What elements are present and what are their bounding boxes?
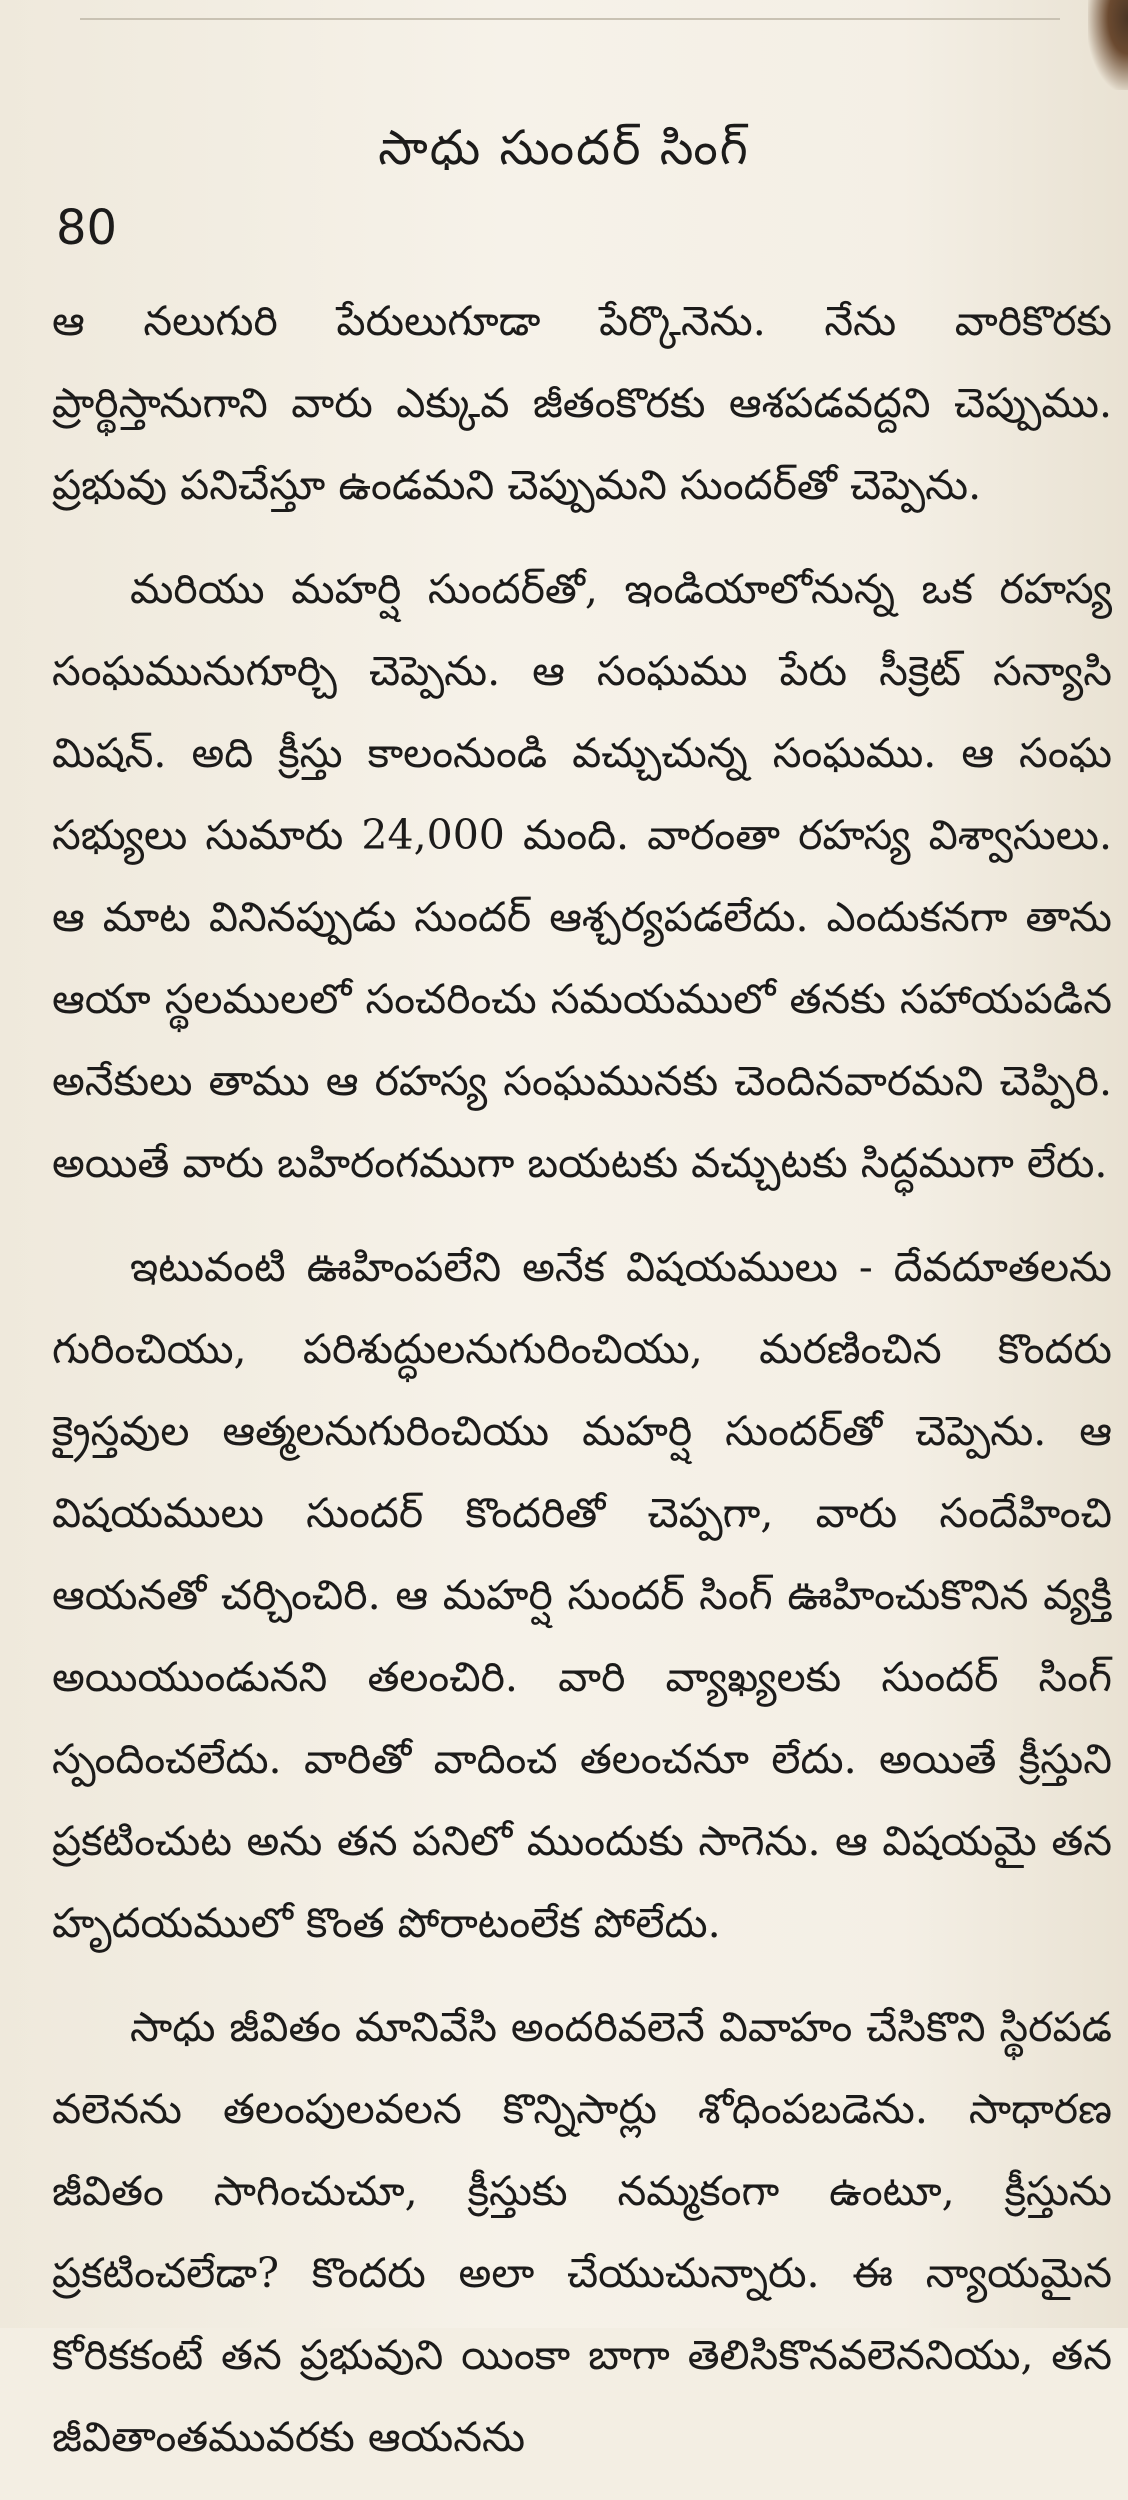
paragraph-3: ఇటువంటి ఊహింపలేని అనేక విషయములు - దేవదూతలను గురించియు, పరిశుద్ధులనుగురించియు, మరణించిన కొందరు క్రైస్తవుల ఆత్మలనుగురించియు మహర్షి సుందర్‌తో చెప్పెను. ఆ విషయములు సుందర్ కొందరితో చెప్పగా, వారు సందేహించి ఆయనతో చర్చించిరి. ఆ మహర్షి సుందర్ సింగ్ ఊహించుకొనిన వ్యక్తి అయియుండునని తలంచిరి. వారి వ్యాఖ్యలకు సుందర్ సింగ్ స్పందించలేదు. వారితో వాదించ తలంచనూ లేదు. అయితే క్రీస్తుని ప్రకటించుట అను తన పనిలో ముందుకు సాగెను. ఆ విషయమై తన హృదయములో కొంత పోరాటంలేక పోలేదు. xyxy=(52,1243,1112,1947)
page-corner-shadow xyxy=(1088,0,1128,90)
paragraph-2: మరియు మహర్షి సుందర్‌తో, ఇండియాలోనున్న ఒక రహస్య సంఘమునుగూర్చి చెప్పెను. ఆ సంఘము పేరు సీక్రెట్ సన్యాసి మిషన్. అది క్రీస్తు కాలంనుండి వచ్చుచున్న సంఘము. ఆ సంఘ సభ్యులు సుమారు 24,000 మంది. వారంతా రహస్య విశ్వాసులు. ఆ మాట వినినప్పుడు సుందర్ ఆశ్చర్యపడలేదు. ఎందుకనగా తాను ఆయా స్థలములలో సంచరించు సమయములో తనకు సహాయపడిన అనేకులు తాము ఆ రహస్య సంఘమునకు చెందినవారమని చెప్పిరి. అయితే వారు బహిరంగముగా బయటకు వచ్చుటకు సిద్ధముగా లేరు. xyxy=(52,565,1112,1187)
top-rule-divider xyxy=(80,18,1060,20)
page-number: 80 xyxy=(56,200,118,256)
running-head-title: సాధు సుందర్ సింగ్ xyxy=(378,120,750,176)
paragraph-1: ఆ నలుగురి పేరులుగూడా పేర్కొనెను. నేను వారికొరకు ప్రార్థిస్తానుగాని వారు ఎక్కువ జీతంకొరకు ఆశపడవద్దని చెప్పుము. ప్రభువు పనిచేస్తూ ఉండమని చెప్పుమని సుందర్‌తో చెప్పెను. xyxy=(52,297,1112,509)
body-text xyxy=(52,280,1112,2500)
paragraph-4: సాధు జీవితం మానివేసి అందరివలెనే వివాహం చేసికొని స్థిరపడ వలెనను తలంపులవలన కొన్నిసార్లు శోధింపబడెను. సాధారణ జీవితం సాగించుచూ, క్రీస్తుకు నమ్మకంగా ఉంటూ, క్రీస్తును ప్రకటించలేడా? కొందరు అలా చేయుచున్నారు. ఈ న్యాయమైన కోరికకంటే తన ప్రభువుని యింకా బాగా తెలిసికొనవలెననియు, తన జీవితాంతమువరకు ఆయనను xyxy=(52,2003,1112,2461)
